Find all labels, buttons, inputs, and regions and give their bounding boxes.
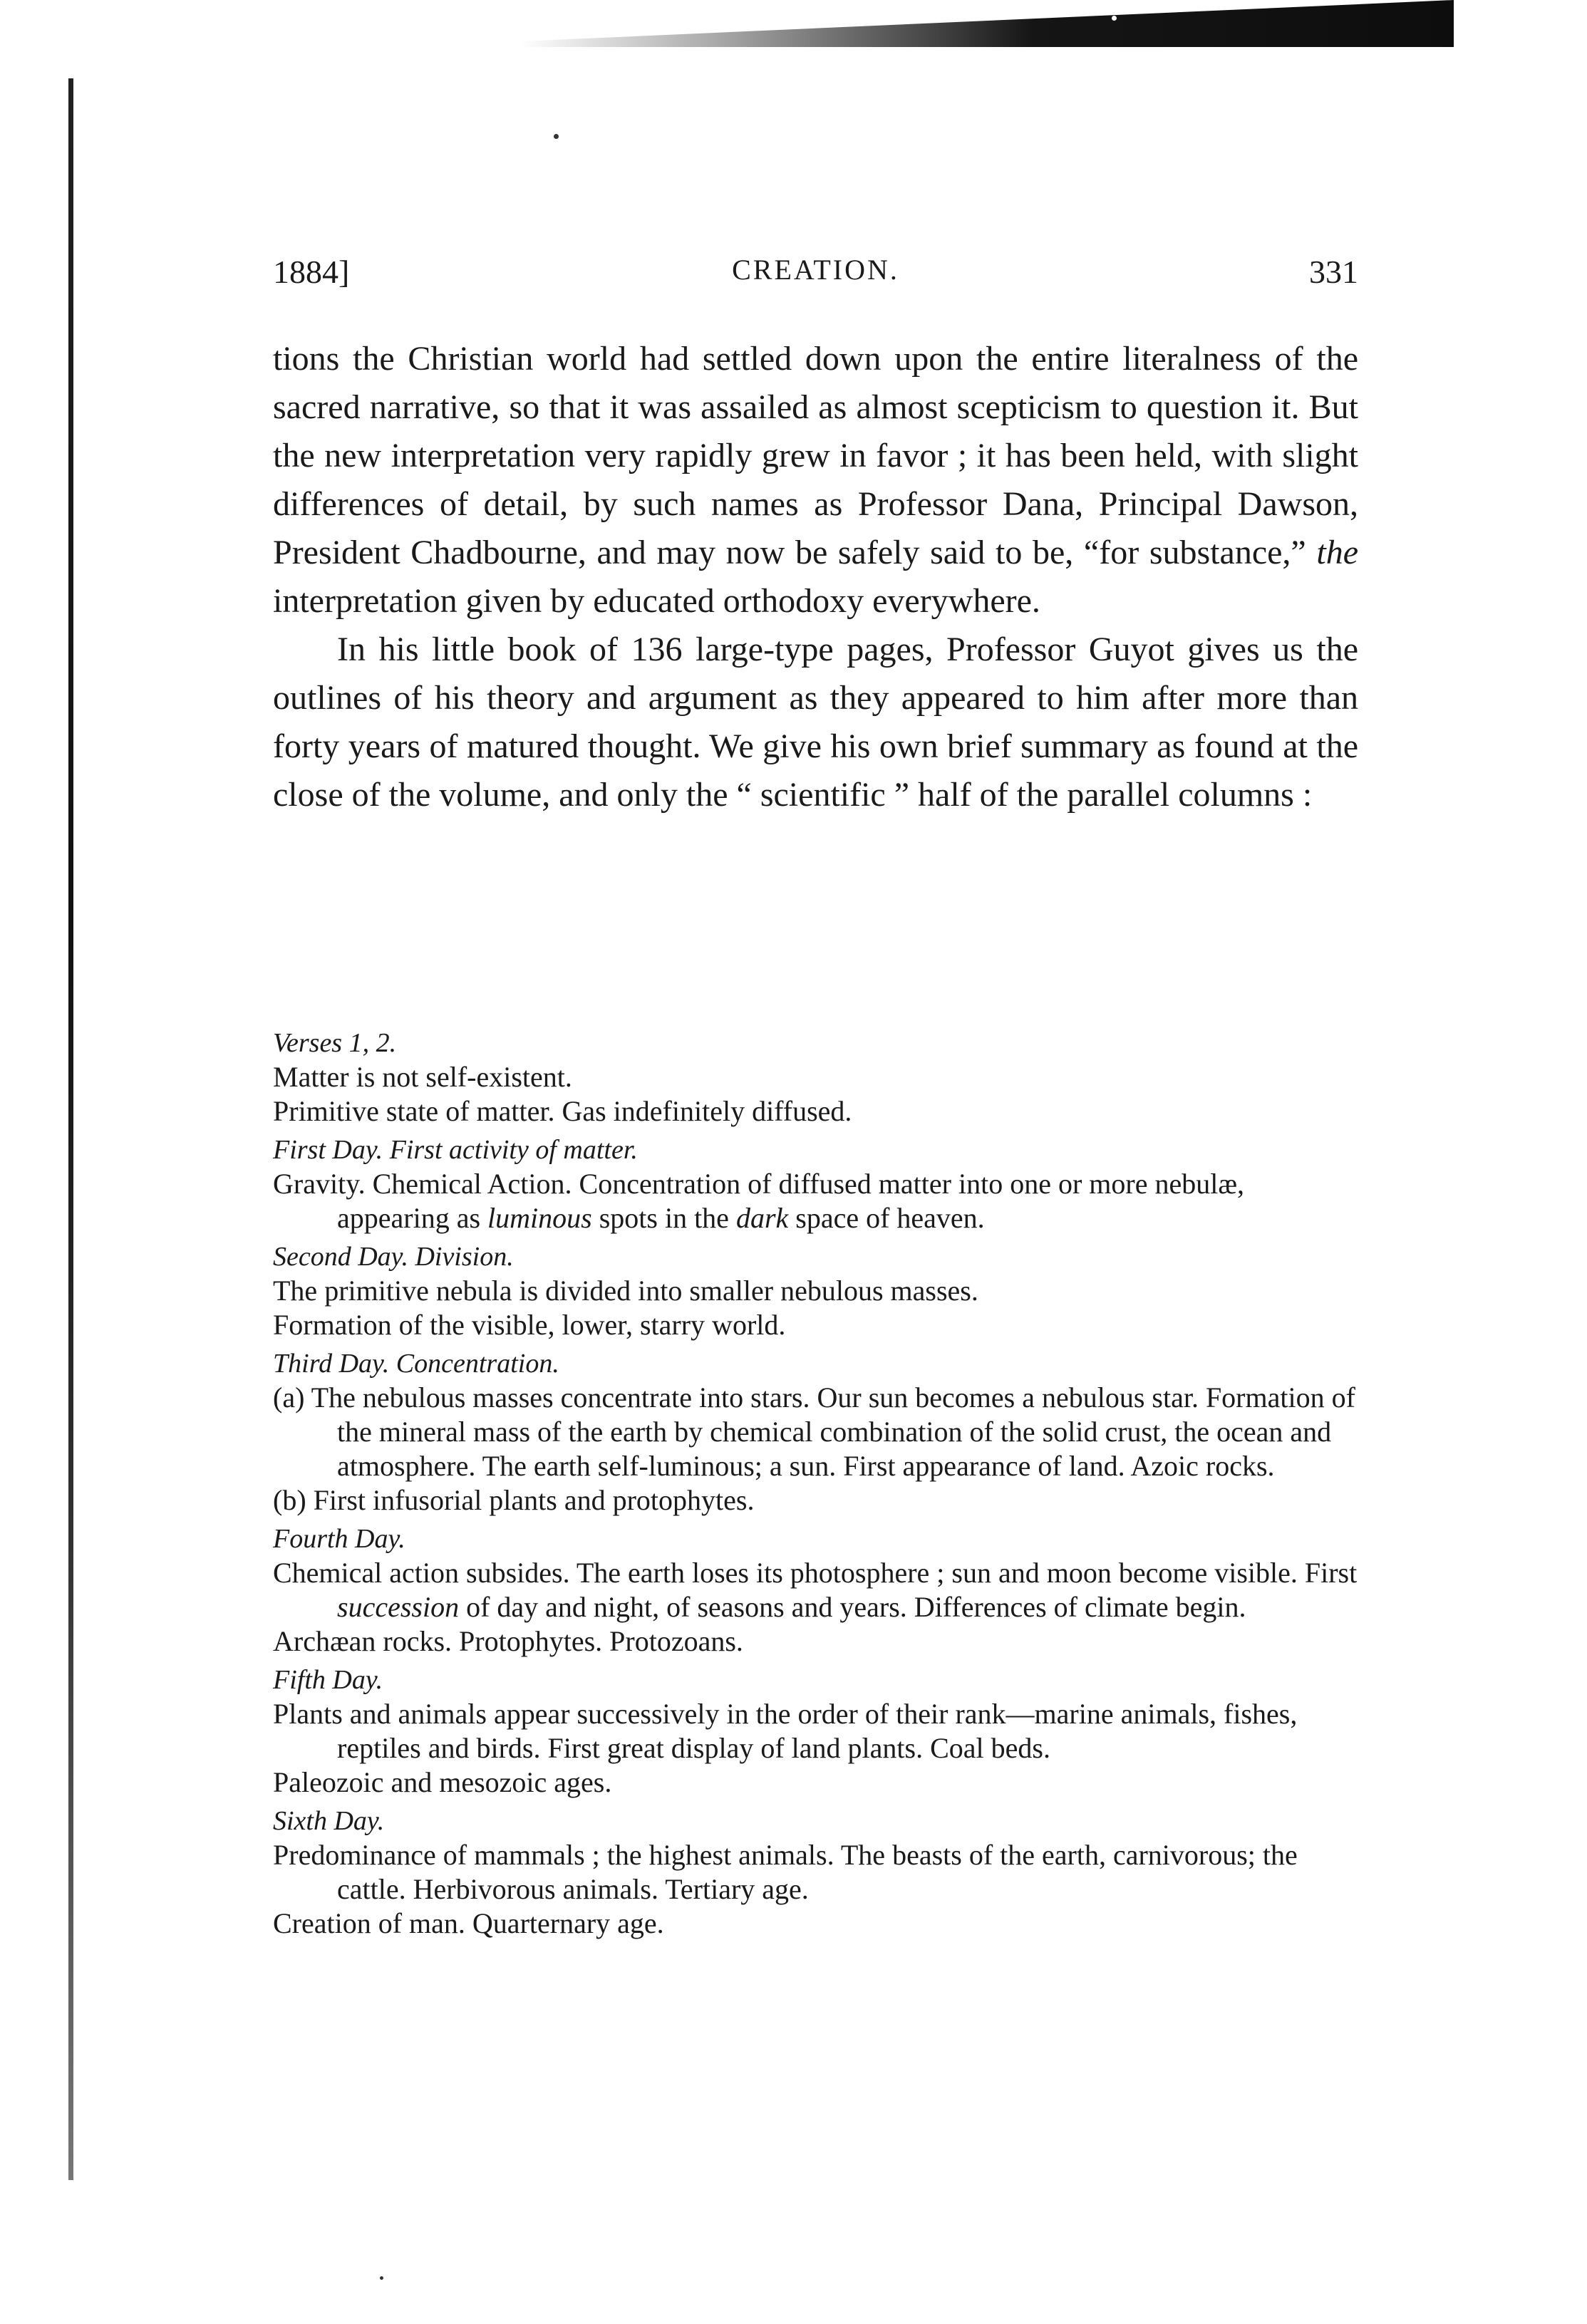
guyot-summary <box>273 1026 1358 1941</box>
emphasis: the <box>1316 534 1358 571</box>
summary-line: (b) First infusorial plants and protophytes. <box>273 1484 755 1516</box>
scan-speck <box>554 134 559 139</box>
summary-line: Plants and animals appear successively in the order of their rank—marine animals, fishes, reptiles and birds. First great display of land plants. Coal beds. <box>273 1698 1298 1764</box>
summary-line: Formation of the visible, lower, starry world. <box>273 1309 786 1341</box>
section-heading-third-day: Third Day. Concentration. <box>273 1349 559 1379</box>
scan-edge-top <box>520 0 1454 47</box>
scan-speck <box>380 2276 383 2280</box>
section-heading-fourth-day: Fourth Day. <box>273 1524 405 1554</box>
summary-line: Creation of man. Quarternary age. <box>273 1907 664 1939</box>
section-heading-sixth-day: Sixth Day. <box>273 1806 385 1836</box>
running-head <box>273 253 1358 296</box>
section-heading-verses: Verses 1, 2. <box>273 1028 397 1058</box>
paragraph: tions the Christian world had settled down upon the entire literalness of the sacred narrative, so that it was assailed as almost scepticism to question it. But the new interpretation very rapidly grew in favor ; it has been held, with slight differences of detail, by such names as Professor Dana, Principal Dawson, President Chadbourne, and may now be safely said to be, “for substance,” the interpretation given by educated orthodoxy everywhere. <box>273 340 1358 620</box>
summary-line: Chemical action subsides. The earth loses its photosphere ; sun and moon become visible. First succession of day and night, of seasons and years. Differences of climate begin. <box>273 1557 1358 1623</box>
section-heading-first-day: First Day. First activity of matter. <box>273 1135 638 1165</box>
summary-line: (a) The nebulous masses concentrate into stars. Our sun becomes a nebulous star. Formation of the mineral mass of the earth by chemical combination of the solid crust, the ocean and atmosphere. The earth self-luminous; a sun. First appearance of land. Azoic rocks. <box>273 1381 1355 1482</box>
summary-line: Paleozoic and mesozoic ages. <box>273 1766 612 1798</box>
page-number: 331 <box>1309 254 1358 290</box>
running-head-year: 1884] <box>273 254 350 290</box>
summary-line: The primitive nebula is divided into smaller nebulous masses. <box>273 1275 978 1307</box>
scan-speck <box>1112 16 1117 21</box>
running-head-title: CREATION. <box>732 254 899 286</box>
paragraph: In his little book of 136 large-type pages, Professor Guyot gives us the outlines of his theory and argument as they appeared to him after more than forty years of matured thought. We give his own brief summary as found at the close of the volume, and only the “ scientific ” half of the parallel columns : <box>273 631 1358 814</box>
body-text <box>273 335 1358 819</box>
scan-edge-left <box>68 78 73 2180</box>
summary-line: Predominance of mammals ; the highest animals. The beasts of the earth, carnivorous; the cattle. Herbivorous animals. Tertiary age. <box>273 1839 1298 1905</box>
summary-line: Matter is not self-existent. <box>273 1061 572 1093</box>
section-heading-fifth-day: Fifth Day. <box>273 1665 383 1695</box>
summary-line: Gravity. Chemical Action. Concentration of diffused matter into one or more nebulæ, appearing as luminous spots in the dark space of heaven. <box>273 1168 1245 1234</box>
summary-line: Primitive state of matter. Gas indefinitely diffused. <box>273 1095 852 1127</box>
summary-line: Archæan rocks. Protophytes. Protozoans. <box>273 1625 743 1657</box>
section-heading-second-day: Second Day. Division. <box>273 1242 514 1272</box>
